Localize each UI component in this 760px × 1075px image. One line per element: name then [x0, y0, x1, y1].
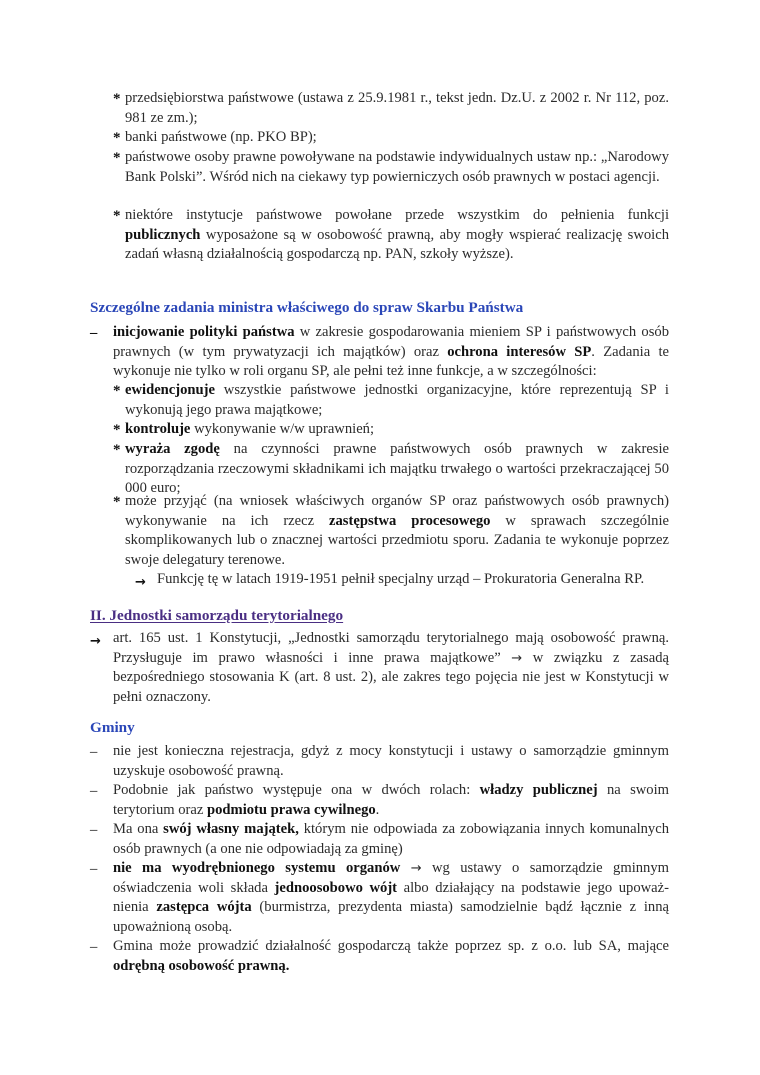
- list-item: Podobnie jak państwo występuje ona w dwóch rolach: władzy publicznej na swoim terytorium oraz podmiotu prawa cywilnego.: [113, 782, 670, 818]
- sub-list-item: ewidencjonuje wszystkie państwowe jednostki organizacyjne, które reprezentują SP i wykonują jego prawa majątkowe;: [125, 382, 669, 418]
- right-arrow-icon: →: [90, 634, 101, 649]
- bullet-star-icon: *: [113, 208, 121, 224]
- list-item: nie ma wyodrębnionego systemu organów → wg ustawy o samorządzie gminnym oświadczenia woli składa jednoosobowo wójt albo działający na podstawie jego upoważnienia zastępca wójta (burmistrza, prezydenta miasta) samodzielnie bądź łącznie z inną upoważnioną osobą.: [113, 860, 670, 935]
- section-heading: Gminy: [90, 719, 135, 736]
- bullet-star-icon: *: [113, 442, 121, 458]
- list-item: Ma ona swój własny majątek, którym nie odpowiada za zobowiązania innych komunalnych osób prawnych (a one nie odpowiadają za gminę): [113, 821, 669, 857]
- bullet-star-icon: *: [113, 383, 121, 399]
- dash-marker: –: [90, 325, 98, 341]
- bullet-star-icon: *: [113, 494, 121, 510]
- section-heading: II. Jednostki samorządu terytorialnego: [90, 607, 344, 624]
- bullet-star-icon: *: [113, 130, 121, 146]
- sub-list-item: wyraża zgodę na czynności prawne państwowych osób prawnych w zakresie rozporządzania rzeczowymi składnikami ich majątku trwałego o wartości przekraczającej 50 000 euro;: [125, 441, 670, 497]
- bullet-star-icon: *: [113, 150, 121, 166]
- bullet-star-icon: *: [113, 91, 121, 107]
- list-item: niektóre instytucje państwowe powołane przede wszystkim do pełnienia funkcji publicznych wyposażone są w osobowość prawną, aby mogły wspierać realizację swoich zadań własną działalnością gospodarczą np. PAN, szkoły wyższe).: [125, 207, 669, 263]
- sub-list-item: kontroluje wykonywanie w/w uprawnień;: [125, 421, 375, 437]
- dash-marker: –: [90, 939, 98, 955]
- right-arrow-icon: →: [410, 861, 422, 876]
- section-heading: Szczególne zadania ministra właściwego do spraw Skarbu Państwa: [90, 299, 524, 316]
- dash-marker: –: [90, 783, 98, 799]
- right-arrow-icon: →: [511, 650, 523, 666]
- dash-marker: –: [90, 822, 98, 838]
- right-arrow-icon: →: [135, 575, 146, 590]
- dash-marker: –: [90, 861, 98, 877]
- dash-marker: –: [90, 744, 98, 760]
- list-item: przedsiębiorstwa państwowe (ustawa z 25.9.1981 r., tekst jedn. Dz.U. z 2002 r. Nr 112, poz. 981 ze zm.);: [125, 90, 669, 126]
- sub-list-item: może przyjąć (na wniosek właściwych organów SP oraz państwowych osób prawnych) wykonywanie na ich rzecz zastępstwa procesowego w sprawach szczególnie skomplikowanych lub o znacznej wartości przedmiotu sporu. Zadania te wykonuje poprzez swoje delegatury terenowe.: [125, 493, 669, 568]
- list-item: inicjowanie polityki państwa w zakresie gospodarowania mieniem SP i państwowych osób prawnych (w tym prywatyzacji ich majątków) oraz ochrona interesów SP. Zadania te wykonuje nie tylko w roli organu SP, ale pełni też inne funkcje, a w szczególności:: [113, 324, 669, 380]
- bullet-star-icon: *: [113, 422, 121, 438]
- list-item: banki państwowe (np. PKO BP);: [125, 129, 317, 145]
- list-item: Gmina może prowadzić działalność gospodarczą także poprzez sp. z o.o. lub SA, mające odrębną osobowość prawną.: [113, 938, 669, 974]
- paragraph: art. 165 ust. 1 Konstytucji, „Jednostki samorządu terytorialnego mają osobowość prawną. Przysługuje im prawo własności i inne prawa majątkowe” → w związku z zasadą bezpośredniego stosowania K (art. 8 ust. 2), ale zakres tego pojęcia nie jest w Konstytucji w pełni oznaczony.: [113, 630, 669, 705]
- arrow-note: Funkcję tę w latach 1919-1951 pełnił specjalny urząd – Prokuratoria Generalna RP.: [157, 571, 645, 587]
- list-item: państwowe osoby prawne powoływane na podstawie indywidualnych ustaw np.: „Narodowy Bank Polski”. Wśród nich na ciekawy typ powierniczych osób prawnych w postaci agencji.: [125, 149, 669, 185]
- list-item: nie jest konieczna rejestracja, gdyż z mocy konstytucji i ustawy o samorządzie gminnym uzyskuje osobowość prawną.: [113, 743, 669, 779]
